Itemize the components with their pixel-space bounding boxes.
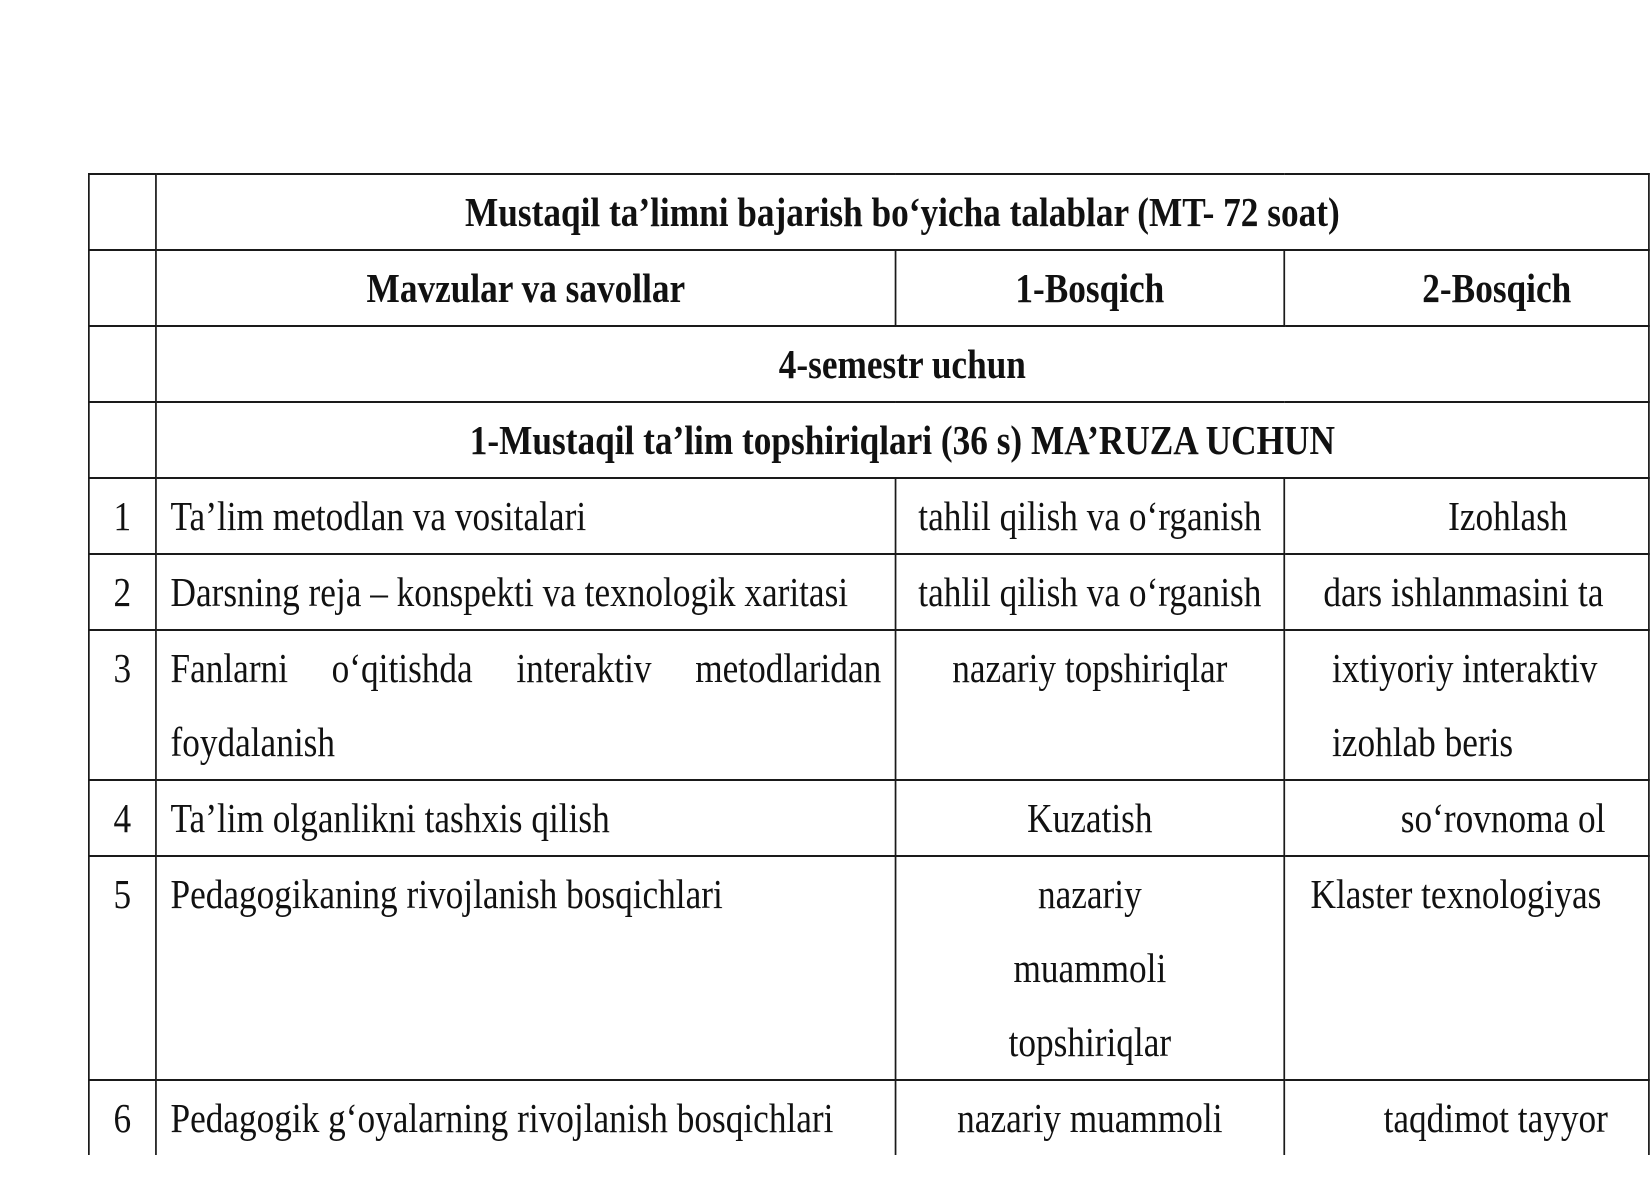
section-label: 1-Mustaqil ta’lim topshiriqlari (36 s) MA’RUZA UCHUN (156, 402, 1649, 478)
row-number: 2 (89, 554, 156, 630)
row-stage2: Izohlash (1284, 478, 1649, 554)
row-stage1: Kuzatish (896, 780, 1284, 856)
table-row (89, 856, 1649, 1080)
row-stage2: dars ishlanmasini ta (1284, 554, 1649, 630)
header-stage2: 2-Bosqich (1284, 250, 1649, 326)
header-stage1: 1-Bosqich (896, 250, 1284, 326)
row-stage2: Klaster texnologiyas (1284, 856, 1649, 1080)
header-topics: Mavzular va savollar (156, 250, 896, 326)
table-row (89, 554, 1649, 630)
title-row (89, 174, 1649, 250)
empty-cell (89, 174, 156, 250)
row-stage1: nazariy muammoli (896, 1080, 1284, 1155)
row-number: 3 (89, 630, 156, 780)
header-row (89, 250, 1649, 326)
row-number: 5 (89, 856, 156, 1080)
table-row (89, 1080, 1649, 1155)
row-stage2: ixtiyoriy interaktiv izohlab beris (1284, 630, 1649, 780)
semester-label: 4-semestr uchun (156, 326, 1649, 402)
requirements-table (88, 173, 1650, 1155)
row-number: 6 (89, 1080, 156, 1155)
row-stage2: taqdimot tayyor (1284, 1080, 1649, 1155)
row-topic: Ta’lim metodlan va vositalari (156, 478, 896, 554)
row-topic: Pedagogik g‘oyalarning rivojlanish bosqichlari (156, 1080, 896, 1155)
empty-cell (89, 402, 156, 478)
section-row (89, 402, 1649, 478)
row-topic: Pedagogikaning rivojlanish bosqichlari (156, 856, 896, 1080)
table-row (89, 780, 1649, 856)
row-stage1: tahlil qilish va o‘rganish (896, 478, 1284, 554)
row-stage1: nazariy topshiriqlar (896, 630, 1284, 780)
row-stage1: tahlil qilish va o‘rganish (896, 554, 1284, 630)
row-stage1: nazariy muammoli topshiriqlar (896, 856, 1284, 1080)
empty-cell (89, 326, 156, 402)
semester-row (89, 326, 1649, 402)
table-row (89, 478, 1649, 554)
row-topic: Fanlarni o‘qitishda interaktiv metodlaridan foydalanish (156, 630, 896, 780)
empty-cell (89, 250, 156, 326)
row-topic: Ta’lim olganlikni tashxis qilish (156, 780, 896, 856)
table-row (89, 630, 1649, 780)
requirements-table-container (88, 173, 1608, 1141)
row-number: 1 (89, 478, 156, 554)
table-title: Mustaqil ta’limni bajarish bo‘yicha talablar (MT- 72 soat) (156, 174, 1649, 250)
row-topic: Darsning reja – konspekti va texnologik xaritasi (156, 554, 896, 630)
row-number: 4 (89, 780, 156, 856)
row-stage2: so‘rovnoma ol (1284, 780, 1649, 856)
